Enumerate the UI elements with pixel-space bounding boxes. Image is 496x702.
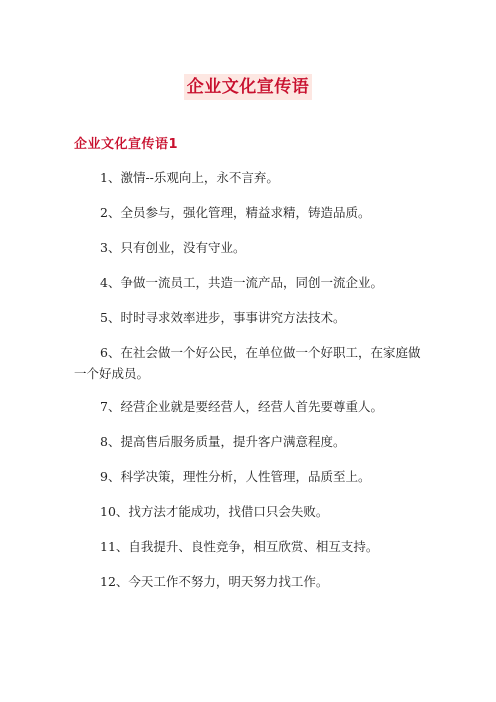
slogan-item-4: 4、争做一流员工，共造一流产品，同创一流企业。: [100, 275, 383, 290]
slogan-item-11: 11、自我提升、良性竞争，相互欣赏、相互支持。: [100, 539, 379, 554]
document-title: 企业文化宣传语: [184, 74, 313, 100]
slogan-item-12: 12、今天工作不努力，明天努力找工作。: [100, 574, 329, 589]
slogan-item-7: 7、经营企业就是要经营人，经营人首先要尊重人。: [100, 399, 383, 414]
slogan-item-1: 1、激情--乐观向上，永不言弃。: [100, 170, 279, 185]
slogan-list: [74, 167, 430, 606]
slogan-item-8: 8、提高售后服务质量，提升客户满意程度。: [100, 434, 346, 449]
slogan-item-6: 6、在社会做一个好公民，在单位做一个好职工，在家庭做一个好成员。: [74, 345, 421, 381]
slogan-item-10: 10、找方法才能成功，找借口只会失败。: [100, 504, 329, 519]
slogan-item-3: 3、只有创业，没有守业。: [100, 240, 246, 255]
slogan-item-5: 5、时时寻求效率进步，事事讲究方法技术。: [100, 310, 346, 325]
slogan-item-2: 2、全员参与，强化管理，精益求精，铸造品质。: [100, 205, 371, 220]
title-container: [0, 74, 496, 100]
section-heading: 企业文化宣传语1: [74, 137, 179, 152]
slogan-item-9: 9、科学决策，理性分析，人性管理，品质至上。: [100, 469, 371, 484]
